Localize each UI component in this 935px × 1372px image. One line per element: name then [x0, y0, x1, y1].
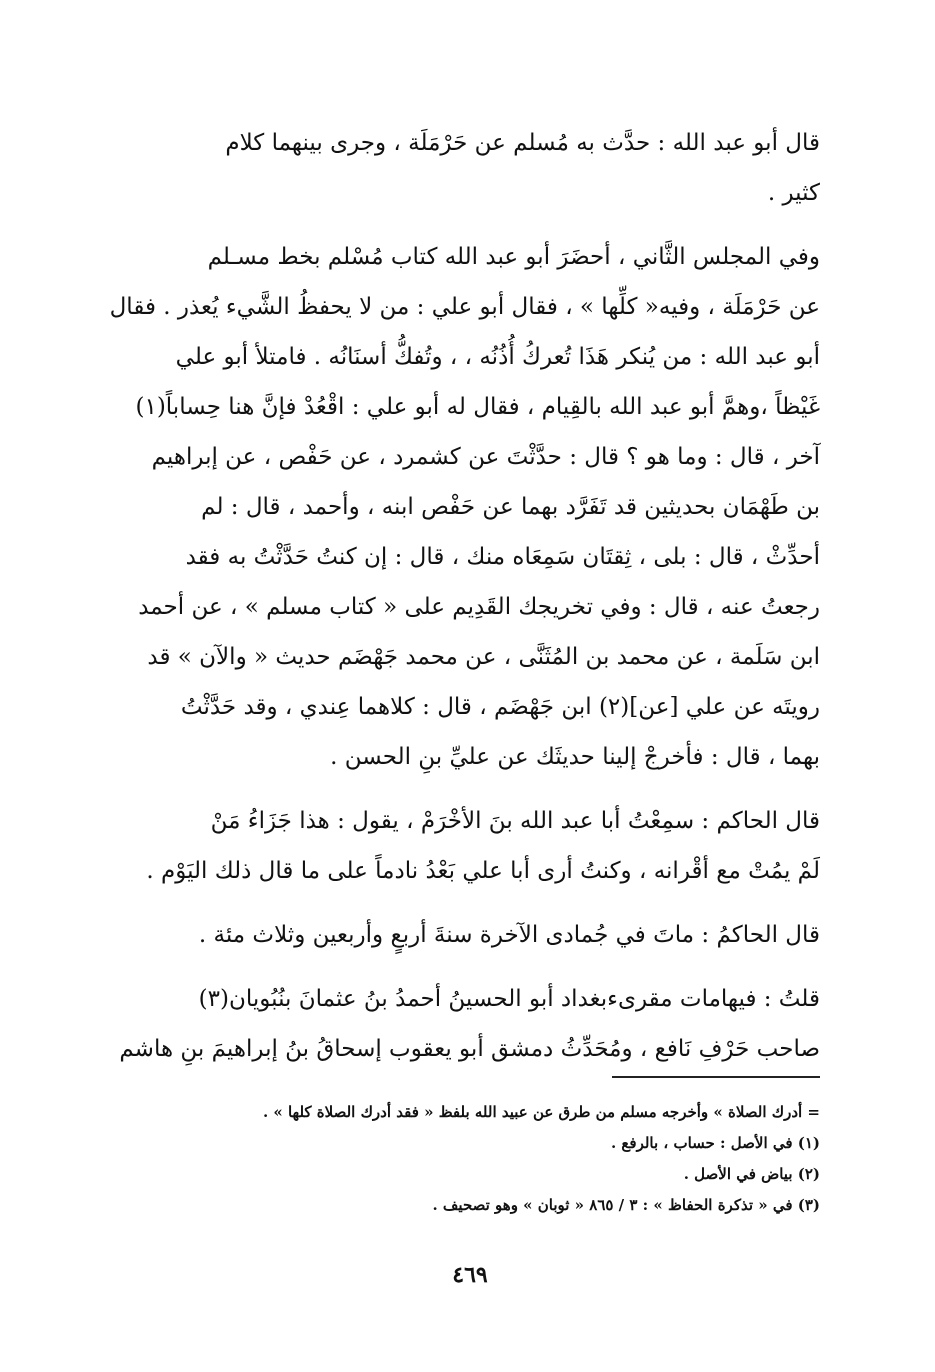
paragraph-1: [160, 118, 820, 218]
footnote: = أدرك الصلاة » وأخرجه مسلم من طرق عن عبيد الله بلفظ « فقد أدرك الصلاة كلها » .: [262, 1103, 820, 1121]
text-line: صاحب حَرْفِ نَافع ، ومُحَدِّثُ دمشق أبو يعقوب إسحاقُ بنُ إبراهيمَ بنِ هاشم: [119, 1036, 820, 1062]
text-line: رويتَه عن علي [عن](٢) ابن جَهْضَم ، قال : كلاهما عِندي ، وقد حَدَّثْتُ: [180, 694, 820, 720]
page-number: ٤٦٩: [452, 1262, 488, 1288]
main-text: [109, 118, 820, 1088]
text-line: بن طَهْمَان بحديثين قد تَفَرَّد بهما عن حَفْص ابنه ، وأحمد ، قال : لم: [201, 494, 820, 520]
text-line: رجعتُ عنه ، قال : وفي تخريجك القَدِيم على « كتاب مسلم » ، عن أحمد: [138, 594, 820, 620]
text-line: قلتُ : فيهامات مقرىءبغداد أبو الحسينُ أحمدُ بنُ عثمانَ بنُبُويان(٣): [198, 986, 820, 1012]
text-line: آخر ، قال : وما هو ؟ قال : حدَّثْتَ عن كشمرد ، عن حَفْص ، عن إبراهيم: [151, 444, 820, 470]
paragraph-3: [146, 796, 820, 896]
text-line: قال الحاكمُ : ماتَ في جُمادى الآخرة سنةَ أربعٍ وأربعين وثلاث مئة .: [198, 922, 820, 948]
text-line: وفي المجلس الثَّاني ، أحضَرَ أبو عبد الله كتاب مُسْلم بخط مسـلم: [207, 244, 820, 270]
paragraph-2: [109, 232, 820, 782]
text-line: غَيْظاً ،وهمَّ أبو عبد الله بالقِيام ، فقال له أبو علي : اقْعُدْ فإنَّ هنا حِساباً(١): [135, 394, 820, 420]
footnotes: [160, 1097, 820, 1221]
text-line: قال أبو عبد الله : حدَّث به مُسلم عن حَرْمَلَة ، وجرى بينهما كلام: [225, 130, 820, 156]
footnote: (١) في الأصل : حساب ، بالرفع .: [610, 1134, 820, 1152]
text-line: قال الحاكم : سمِعْتُ أبا عبد الله بنَ الأخْرَمْ ، يقول : هذا جَزَاءُ مَنْ: [210, 808, 820, 834]
text-line: بهما ، قال : فأخرجْ إلينا حديثَك عن عليِّ بنِ الحسن .: [330, 744, 820, 770]
text-line: عن حَرْمَلَة ، وفيه« كلِّها » ، فقال أبو علي : من لا يحفظُ الشَّيء يُعذر . فقال: [109, 294, 820, 320]
text-line: أحدِّثْ ، قال : بلى ، ثِقتَان سَمِعَاه منك ، قال : إن كنتُ حَدَّثْتُ به فقد: [185, 544, 820, 570]
paragraph-4: [160, 910, 820, 960]
text-line: ابن سَلَمة ، عن محمد بن المُثَنَّى ، عن محمد جَهْضَم حديث « والآن » قد: [147, 644, 820, 670]
text-line: كثير .: [767, 180, 820, 206]
footnote: (٢) بياض في الأصل .: [683, 1165, 820, 1183]
text-line: لَمْ يمُتْ مع أقْرانه ، وكنتُ أرى أبا علي بَعْدُ نادماً على ما قال ذلك اليَوْم .: [146, 858, 820, 884]
footnote-separator: [612, 1076, 820, 1078]
footnote: (٣) في « تذكرة الحفاظ » : ٣ / ٨٦٥ « ثوبان » وهو تصحيف .: [432, 1196, 820, 1214]
text-line: أبو عبد الله : من يُنكر هَذَا تُعركُ أُذُنُه ، ، وتُفكُّ أسنَانُه . فامتلأ أبو علي: [175, 344, 820, 370]
paragraph-5: [119, 974, 820, 1074]
